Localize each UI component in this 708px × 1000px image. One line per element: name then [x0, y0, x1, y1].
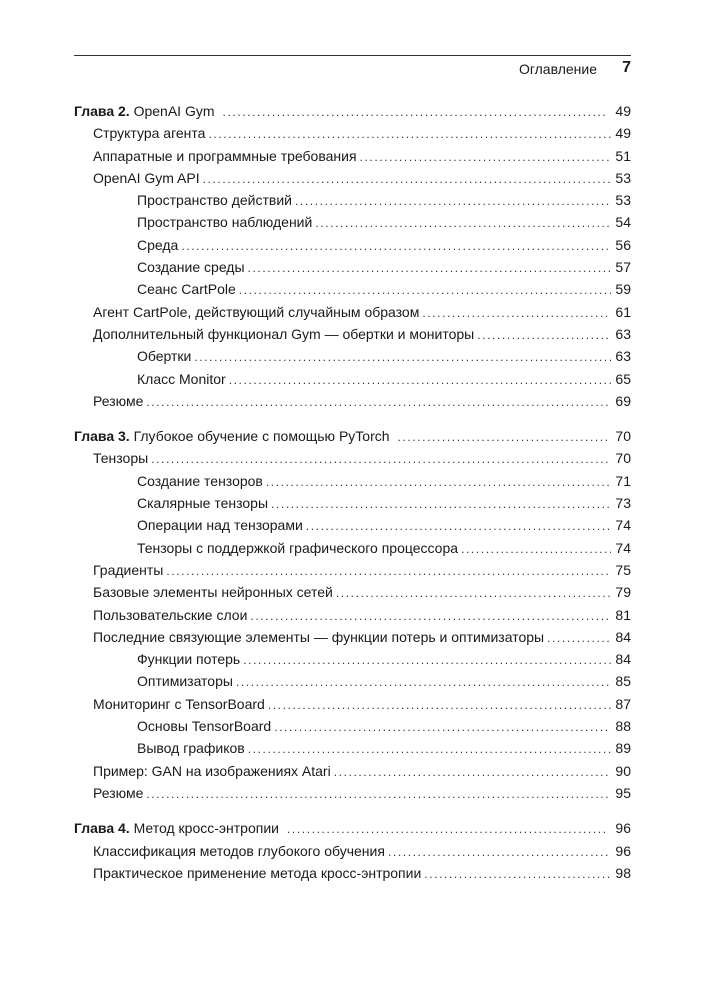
table-of-contents: [74, 100, 631, 884]
page-number: 49: [615, 125, 631, 142]
toc-section-entry[interactable]: [74, 167, 631, 189]
toc-section-entry[interactable]: [74, 559, 631, 581]
entry-title: Среда: [137, 236, 179, 253]
entry-title: Создание тензоров: [137, 472, 263, 489]
toc-subsection-entry[interactable]: [74, 345, 631, 367]
page-number: 70: [615, 450, 631, 467]
toc-section-entry[interactable]: [74, 604, 631, 626]
entry-title: Пространство наблюдений: [137, 214, 313, 231]
entry-title: Тензоры с поддержкой графического процессора: [137, 539, 459, 556]
entry-title: Практическое применение метода кросс-энтропии: [93, 864, 422, 881]
entry-title: Дополнительный функционал Gym — обертки и мониторы: [93, 325, 475, 342]
entry-title: Структура агента: [93, 125, 206, 142]
page-number: 70: [615, 428, 631, 445]
page-number: 79: [615, 584, 631, 601]
entry-title: Резюме: [93, 392, 144, 409]
entry-title: Создание среды: [137, 259, 245, 276]
entry-title: Пример: GAN на изображениях Atari: [93, 762, 331, 779]
toc-subsection-entry[interactable]: [74, 670, 631, 692]
chapter-name: Метод кросс-энтропии: [133, 820, 279, 837]
header-page-number: 7: [622, 59, 631, 76]
dot-leader: [268, 694, 611, 716]
page-number: 96: [615, 842, 631, 859]
dot-leader: [236, 671, 611, 693]
toc-subsection-entry[interactable]: [74, 256, 631, 278]
page-number: 65: [615, 370, 631, 387]
page-number: 84: [615, 651, 631, 668]
dot-leader: [208, 123, 611, 145]
page-number: 98: [615, 864, 631, 881]
entry-title: Градиенты: [93, 561, 164, 578]
header-rule: [74, 55, 631, 56]
dot-leader: [315, 212, 611, 234]
dot-leader: [194, 346, 611, 368]
dot-leader: [360, 146, 611, 168]
toc-section-entry[interactable]: [74, 760, 631, 782]
toc-section-entry[interactable]: [74, 581, 631, 603]
dot-leader: [477, 324, 611, 346]
entry-title: Аппаратные и программные требования: [93, 147, 357, 164]
toc-subsection-entry[interactable]: [74, 648, 631, 670]
toc-subsection-entry[interactable]: [74, 470, 631, 492]
toc-subsection-entry[interactable]: [74, 492, 631, 514]
dot-leader: [266, 471, 611, 493]
toc-subsection-entry[interactable]: [74, 368, 631, 390]
chapter-name: OpenAI Gym: [133, 103, 215, 119]
dot-leader: [229, 369, 611, 391]
entry-title: Тензоры: [93, 450, 149, 467]
dot-leader: [146, 783, 611, 805]
toc-chapter-entry[interactable]: [74, 425, 631, 447]
entry-title: Мониторинг с TensorBoard: [93, 695, 265, 712]
entry-title: Последние связующие элементы — функции потерь и оптимизаторы: [93, 628, 545, 645]
entry-title: Класс Monitor: [137, 370, 226, 387]
running-header: [74, 59, 631, 81]
page-number: 54: [615, 214, 631, 231]
toc-subsection-entry[interactable]: [74, 211, 631, 233]
dot-leader: [223, 101, 607, 123]
page-number: 90: [615, 762, 631, 779]
page-number: 49: [615, 103, 631, 119]
page-number: 57: [615, 259, 631, 276]
dot-leader: [398, 426, 607, 448]
dot-leader: [203, 168, 611, 190]
entry-title: Сеанс CartPole: [137, 281, 236, 298]
entry-title: Скалярные тензоры: [137, 495, 269, 512]
entry-title: Операции над тензорами: [137, 517, 303, 534]
dot-leader: [295, 190, 611, 212]
dot-leader: [334, 761, 611, 783]
page-number: 53: [615, 169, 631, 186]
toc-section-entry[interactable]: [74, 626, 631, 648]
page-number: 81: [615, 606, 631, 623]
entry-title: Резюме: [93, 784, 144, 801]
page-number: 63: [615, 348, 631, 365]
dot-leader: [271, 493, 611, 515]
dot-leader: [146, 391, 611, 413]
entry-title: Пространство действий: [137, 192, 292, 209]
chapter-label: Глава 3.: [74, 428, 130, 445]
dot-leader: [422, 302, 611, 324]
chapter-gap: [74, 804, 631, 817]
toc-chapter-entry[interactable]: [74, 817, 631, 839]
page-number: 85: [615, 673, 631, 690]
page-number: 95: [615, 784, 631, 801]
dot-leader: [424, 863, 611, 885]
header-title: Оглавление: [518, 61, 597, 77]
page-number: 89: [615, 740, 631, 757]
entry-title: Базовые элементы нейронных сетей: [93, 584, 333, 601]
toc-section-entry[interactable]: [74, 323, 631, 345]
toc-subsection-entry[interactable]: [74, 278, 631, 300]
chapter-gap: [74, 412, 631, 425]
page-number: 61: [615, 303, 631, 320]
page-number: 74: [615, 539, 631, 556]
chapter-label: Глава 2.: [74, 103, 130, 119]
entry-title: Классификация методов глубокого обучения: [93, 842, 385, 859]
dot-leader: [239, 279, 611, 301]
page-number: 51: [615, 147, 631, 164]
dot-leader: [250, 605, 611, 627]
toc-section-entry[interactable]: [74, 145, 631, 167]
entry-title: Основы TensorBoard: [137, 718, 272, 735]
toc-section-entry[interactable]: [74, 122, 631, 144]
page-number: 56: [615, 236, 631, 253]
toc-section-entry[interactable]: [74, 693, 631, 715]
toc-subsection-entry[interactable]: [74, 715, 631, 737]
toc-section-entry[interactable]: [74, 862, 631, 884]
entry-title: Пользовательские слои: [93, 606, 248, 623]
dot-leader: [306, 515, 611, 537]
dot-leader: [166, 560, 611, 582]
page-number: 75: [615, 561, 631, 578]
toc-subsection-entry[interactable]: [74, 514, 631, 536]
toc-chapter-entry[interactable]: [74, 100, 631, 122]
dot-leader: [274, 716, 611, 738]
entry-title: Агент CartPole, действующий случайным образом: [93, 303, 420, 320]
page-number: 71: [615, 472, 631, 489]
page-number: 63: [615, 325, 631, 342]
chapter-title: [74, 100, 215, 122]
dot-leader: [287, 818, 607, 840]
dot-leader: [248, 738, 611, 760]
dot-leader: [151, 448, 611, 470]
page-number: 87: [615, 695, 631, 712]
toc-section-entry[interactable]: [74, 390, 631, 412]
page-number: 53: [615, 192, 631, 209]
dot-leader: [388, 841, 611, 863]
chapter-name: Глубокое обучение с помощью PyTorch: [133, 428, 390, 445]
toc-subsection-entry[interactable]: [74, 537, 631, 559]
chapter-title: [74, 817, 279, 839]
page-number: 73: [615, 495, 631, 512]
page-number: 59: [615, 281, 631, 298]
toc-section-entry[interactable]: [74, 840, 631, 862]
page-number: 84: [615, 628, 631, 645]
entry-title: Обертки: [137, 348, 192, 365]
page-number: 96: [615, 820, 631, 837]
entry-title: Функции потерь: [137, 651, 241, 668]
entry-title: Оптимизаторы: [137, 673, 233, 690]
toc-section-entry[interactable]: [74, 782, 631, 804]
entry-title: OpenAI Gym API: [93, 169, 200, 186]
dot-leader: [547, 627, 611, 649]
page-number: 74: [615, 517, 631, 534]
dot-leader: [461, 538, 611, 560]
toc-subsection-entry[interactable]: [74, 189, 631, 211]
toc-subsection-entry[interactable]: [74, 234, 631, 256]
entry-title: Вывод графиков: [137, 740, 245, 757]
dot-leader: [243, 649, 611, 671]
dot-leader: [248, 257, 611, 279]
dot-leader: [336, 582, 611, 604]
toc-section-entry[interactable]: [74, 447, 631, 469]
chapter-title: [74, 425, 390, 447]
toc-section-entry[interactable]: [74, 301, 631, 323]
chapter-label: Глава 4.: [74, 820, 130, 837]
dot-leader: [181, 235, 611, 257]
toc-subsection-entry[interactable]: [74, 737, 631, 759]
page-number: 69: [615, 392, 631, 409]
page-number: 88: [615, 718, 631, 735]
